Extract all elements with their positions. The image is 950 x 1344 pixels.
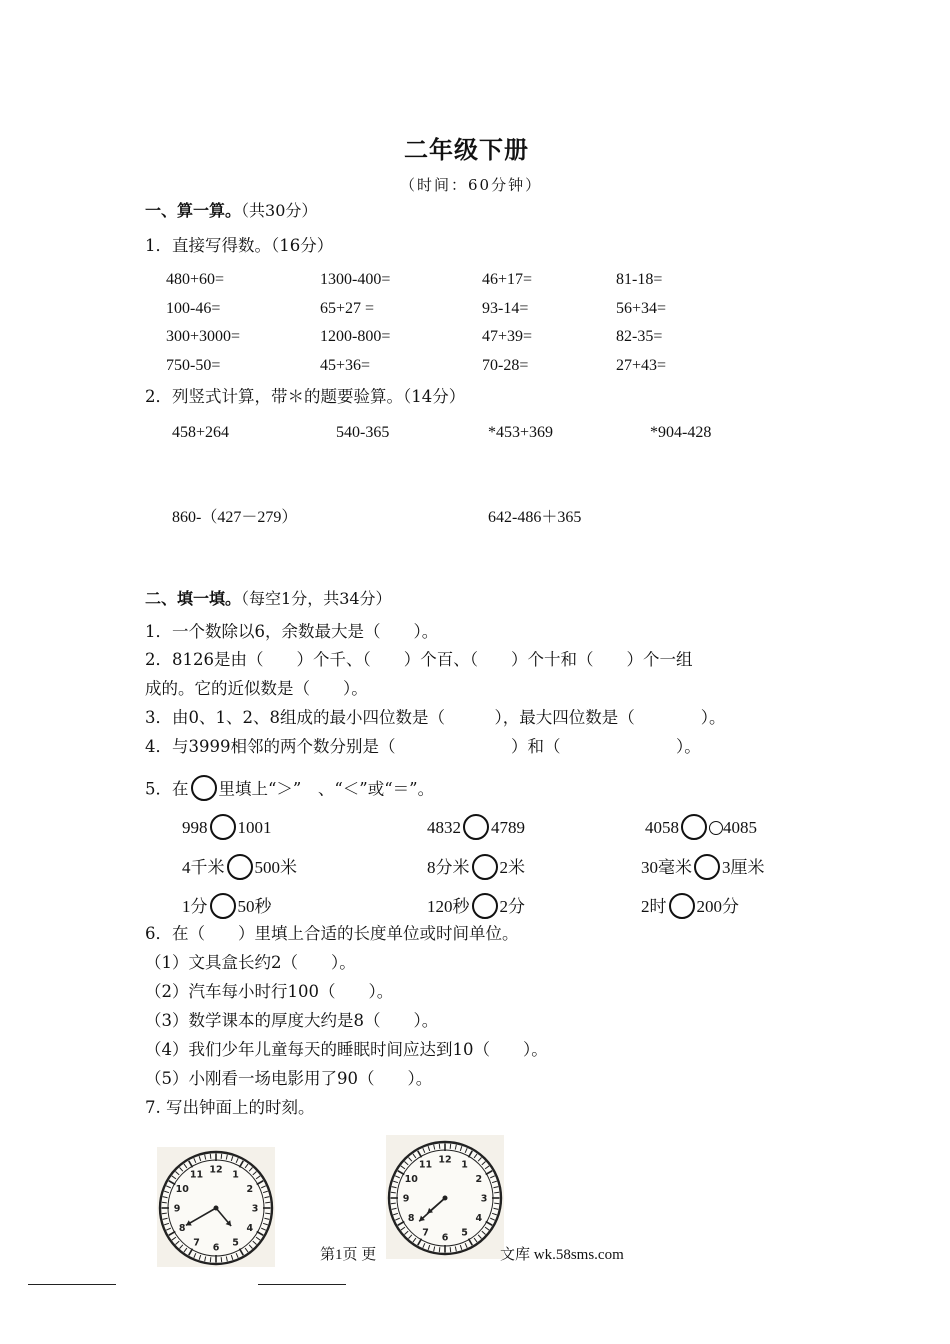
- clock-number: 12: [438, 1154, 452, 1166]
- vertical-calc-item: *904-428: [650, 424, 712, 441]
- calc-cell: 47+39=: [482, 328, 533, 345]
- clock-tick: [210, 1154, 211, 1159]
- compare-left: 30毫米: [641, 857, 692, 877]
- calc-cell: 56+34=: [616, 300, 667, 317]
- s2-q3: 3．由0、1、2、8组成的最小四位数是（ ），最大四位数是（ ）。: [145, 708, 726, 727]
- calc-cell: 480+60=: [166, 271, 225, 288]
- clock-number: 3: [480, 1193, 488, 1205]
- compare-right: 200分: [696, 896, 739, 916]
- calc-cell: 45+36=: [320, 357, 371, 374]
- s2-q6-item: （4）我们少年儿童每天的睡眠时间应达到10（ ）。: [145, 1040, 548, 1059]
- footer-watermark: 文库 wk.58sms.com: [500, 1247, 624, 1263]
- compare-circle[interactable]: [472, 854, 498, 880]
- page-title: 二年级下册: [404, 136, 529, 164]
- section1-heading: 一、算一算。: [145, 201, 242, 220]
- clock-center: [443, 1196, 448, 1201]
- clock-number: 3: [251, 1203, 259, 1215]
- clock-tick: [162, 1213, 167, 1214]
- clock-tick: [162, 1202, 167, 1203]
- vertical-calc-item: 540-365: [336, 424, 390, 441]
- circle-placeholder-icon: [191, 775, 217, 801]
- compare-circle[interactable]: [463, 814, 489, 840]
- clock-number: 4: [246, 1223, 254, 1234]
- calc-cell: 70-28=: [482, 357, 529, 374]
- calc-cell: 27+43=: [616, 357, 667, 374]
- calc-cell: 81-18=: [616, 271, 663, 288]
- compare-item: [641, 895, 739, 921]
- compare-circle[interactable]: [210, 814, 236, 840]
- compare-left: 2时: [641, 896, 667, 916]
- compare-right: 3厘米: [722, 857, 765, 877]
- clock-number: 9: [402, 1193, 410, 1205]
- compare-left: 4832: [427, 817, 461, 837]
- calc-cell: 93-14=: [482, 300, 529, 317]
- compare-left: 120秒: [427, 896, 470, 916]
- compare-circle[interactable]: [210, 893, 236, 919]
- clock-tick: [450, 1144, 451, 1149]
- s2-q6-item: （3）数学课本的厚度大约是8（ ）。: [145, 1011, 439, 1030]
- clock-number: 10: [175, 1184, 189, 1195]
- calc-cell: 82-35=: [616, 328, 663, 345]
- compare-left: 4千米: [182, 857, 225, 877]
- section2-note: （每空1分，共34分）: [241, 589, 392, 608]
- s2-q1: 1．一个数除以6，余数最大是（ ）。: [145, 622, 439, 641]
- clock-number: 1: [461, 1159, 468, 1171]
- clock-tick: [221, 1257, 222, 1262]
- section1-note: （共30分）: [241, 201, 318, 220]
- s1-q2-label: 2．列竖式计算，带＊的题要验算。（14分）: [145, 387, 466, 406]
- clock-tick: [210, 1257, 211, 1262]
- small-circle-icon: [709, 821, 723, 835]
- compare-circle[interactable]: [681, 814, 707, 840]
- clock-tick: [450, 1247, 451, 1252]
- section2-heading-line: [145, 589, 392, 608]
- clock-face-1: [157, 1147, 275, 1267]
- compare-right: 50秒: [237, 896, 272, 916]
- clock-number: 6: [212, 1242, 220, 1254]
- answer-line: [28, 1284, 116, 1285]
- compare-circle[interactable]: [694, 854, 720, 880]
- clock-tick: [391, 1203, 396, 1204]
- compare-right: 500米: [254, 857, 297, 877]
- clock-tick: [494, 1192, 499, 1193]
- clock-number: 8: [407, 1213, 415, 1224]
- compare-item: [641, 856, 765, 882]
- compare-right: 2分: [499, 896, 525, 916]
- clock-number: 5: [461, 1227, 468, 1239]
- compare-left: 8分米: [427, 857, 470, 877]
- clock-number: 10: [404, 1174, 418, 1185]
- compare-circle[interactable]: [472, 893, 498, 919]
- vertical-calc-item: *453+369: [488, 424, 554, 441]
- calc-cell: 100-46=: [166, 300, 221, 317]
- s2-q2-line1: 2．8126是由（ ）个千、（ ）个百、（ ）个十和（ ）个一组: [145, 650, 693, 669]
- compare-right: 4085: [723, 817, 757, 837]
- calc-cell: 750-50=: [166, 357, 221, 374]
- calc-cell: 65+27 =: [320, 300, 375, 317]
- clock-number: 9: [173, 1203, 181, 1215]
- compare-item: [182, 895, 272, 921]
- compare-item: [182, 816, 272, 842]
- s2-q6-label: 6．在（ ）里填上合适的长度单位或时间单位。: [145, 924, 519, 943]
- compare-item: [427, 895, 525, 921]
- time-note: （时间：60分钟）: [400, 176, 543, 194]
- compare-left: 4058: [645, 817, 679, 837]
- s1-q1-label: 1．直接写得数。（16分）: [145, 236, 334, 255]
- calc-cell: 300+3000=: [166, 328, 241, 345]
- clock-number: 1: [232, 1169, 239, 1181]
- clock-tick: [265, 1202, 270, 1203]
- clock-tick: [221, 1154, 222, 1159]
- compare-circle[interactable]: [669, 893, 695, 919]
- clock-number: 12: [209, 1164, 223, 1176]
- compare-right: 2米: [499, 857, 525, 877]
- compare-item: [182, 856, 297, 882]
- clock-tick: [391, 1192, 396, 1193]
- compare-right: 4789: [491, 817, 525, 837]
- calc-cell: 1300-400=: [320, 271, 391, 288]
- clock-number: 7: [422, 1227, 429, 1239]
- footer-page-number: 第1页 更: [320, 1247, 377, 1263]
- s2-q5-label-pre: 5．在: [145, 779, 189, 799]
- clock-tick: [265, 1213, 270, 1214]
- section2-heading: 二、填一填。: [145, 589, 242, 608]
- s2-q7-label: 7. 写出钟面上的时刻。: [145, 1098, 315, 1117]
- s2-q6-item: （2）汽车每小时行100（ ）。: [145, 982, 394, 1001]
- clock-center: [214, 1206, 219, 1211]
- clock-number: 6: [441, 1232, 449, 1244]
- s2-q4: 4．与3999相邻的两个数分别是（ ）和（ ）。: [145, 737, 701, 756]
- vertical-calc-item: 642-486＋365: [488, 509, 582, 526]
- compare-circle[interactable]: [227, 854, 253, 880]
- clock-tick: [439, 1144, 440, 1149]
- compare-left: 1分: [182, 896, 208, 916]
- s2-q5-label: [145, 777, 434, 803]
- clock-number: 5: [232, 1237, 239, 1249]
- s2-q5-label-post: 里填上“＞” 、“＜”或“＝”。: [218, 779, 435, 799]
- clock-number: 8: [178, 1223, 186, 1234]
- clock-number: 7: [193, 1237, 200, 1249]
- s2-q2-line2: 成的。它的近似数是（ ）。: [145, 679, 368, 698]
- clock-number: 4: [475, 1213, 483, 1224]
- compare-item: [427, 816, 525, 842]
- calc-cell: 46+17=: [482, 271, 533, 288]
- clock-face-2: [386, 1135, 504, 1259]
- clock-number: 2: [246, 1184, 254, 1195]
- clock-number: 11: [418, 1159, 433, 1171]
- answer-line: [258, 1284, 346, 1285]
- s2-q6-item: （1）文具盒长约2（ ）。: [145, 953, 356, 972]
- compare-left: 998: [182, 817, 208, 837]
- section1-heading-line: [145, 201, 317, 220]
- clock-number: 11: [189, 1169, 204, 1181]
- vertical-calc-item: 458+264: [172, 424, 230, 441]
- s2-q6-item: （5）小刚看一场电影用了90（ ）。: [145, 1069, 433, 1088]
- clock-tick: [439, 1247, 440, 1252]
- clock-number: 2: [475, 1174, 483, 1185]
- calc-cell: 1200-800=: [320, 328, 391, 345]
- vertical-calc-item: 860-（427－279）: [172, 509, 298, 526]
- clock-tick: [494, 1203, 499, 1204]
- compare-right: 1001: [237, 817, 272, 837]
- compare-item: [427, 856, 525, 882]
- compare-item: [645, 816, 757, 842]
